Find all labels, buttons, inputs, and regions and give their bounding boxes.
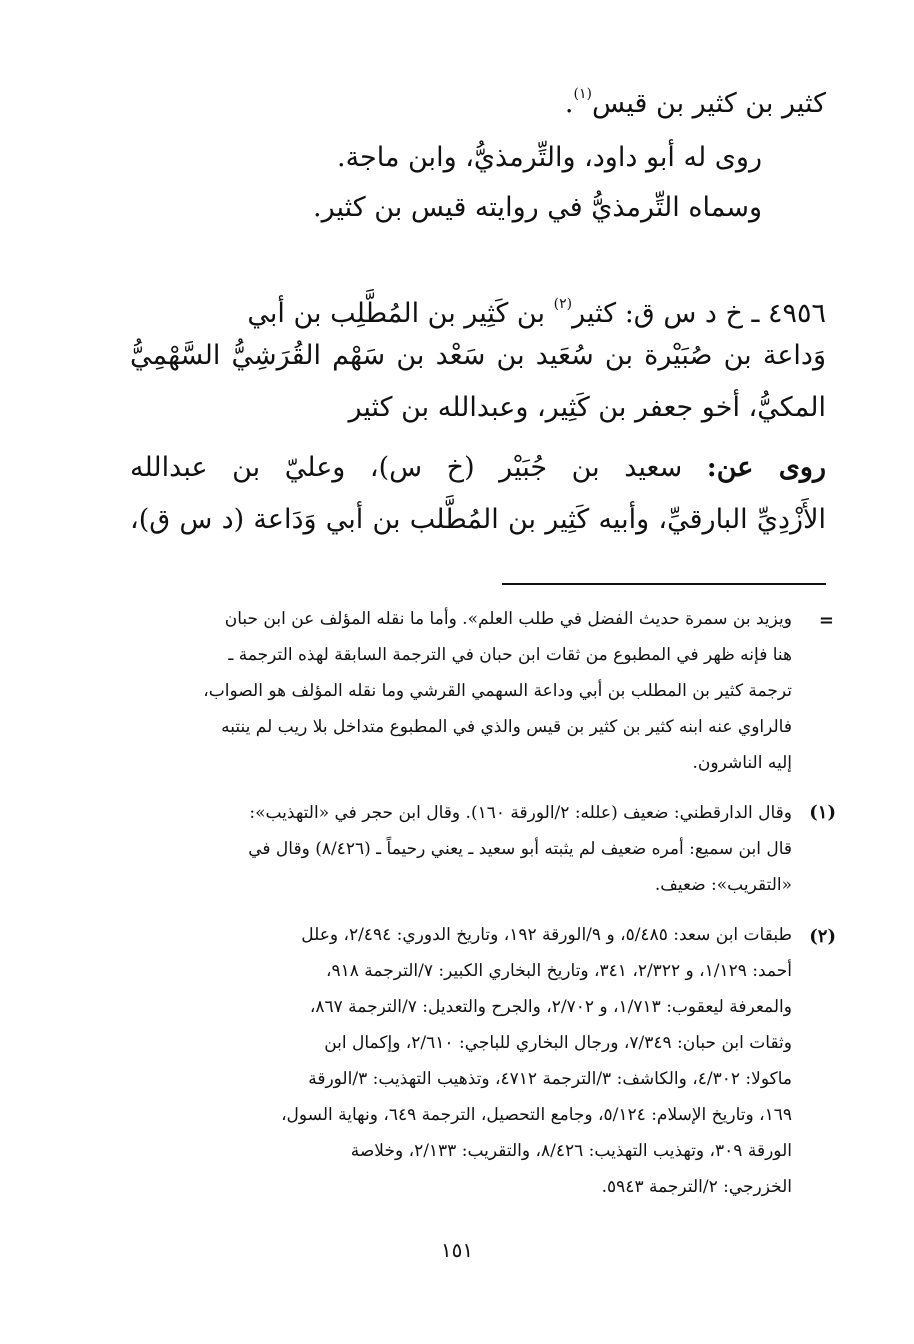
entry-line-1: ٤٩٥٦ ـ خ د س ق: كثير$^{(٢)}$ بن كَثِير بن المُطَّلِب بن أبي — [247, 296, 826, 329]
prev-entry-name: كثير بن كثير بن قيس — [591, 88, 826, 119]
footnote-1-line: قال ابن سميع: أمره ضعيف لم يثبته أبو سعيد ـ يعني رحيماً ـ (٨/٤٢٦) وقال في — [248, 839, 792, 859]
footnote-2-line: الخزرجي: ٢/الترجمة ٥٩٤٣. — [601, 1177, 792, 1197]
entry-line-2: وَداعة بن صُبَيْرة بن سُعَيد بن سَعْد بن سَهْم القُرَشِيُّ السَّهْمِيُّ — [130, 340, 826, 371]
narrated-from-label: روى عن: — [706, 452, 826, 483]
footnote-2-line: أحمد: ١/١٢٩، و ٢/٣٢٢، ٣٤١، وتاريخ البخاري الكبير: ٧/الترجمة ٩١٨، — [325, 961, 792, 981]
entry-line-4: روى عن: سعيد بن جُبَيْر (خ س)، وعليّ بن عبدالله — [130, 452, 826, 483]
footnote-2-mark: (٢) — [809, 926, 836, 947]
footnote-cont-line: هنا فإنه ظهر في المطبوع من ثقات ابن حبان في الترجمة السابقة لهذه الترجمة ـ — [228, 645, 792, 665]
prev-entry-line-1: كثير بن كثير بن قيس$^{(١)}$. — [564, 86, 826, 119]
footnote-ref-2: (٢) — [553, 296, 573, 312]
footnote-2-line: وثقات ابن حبان: ٧/٣٤٩، ورجال البخاري للباجي: ٢/٦١٠، وإكمال ابن — [324, 1033, 792, 1053]
footnote-1-mark: (١) — [809, 802, 836, 823]
footnote-2-line: ماكولا: ٤/٣٠٢، والكاشف: ٣/الترجمة ٤٧١٢، وتذهيب التهذيب: ٣/الورقة — [308, 1069, 792, 1089]
entry-number: ٤٩٥٦ ـ خ د س ق: كثير — [572, 298, 826, 329]
prev-entry-line-2: روى له أبو داود، والتِّرمذيُّ، وابن ماجة. — [336, 142, 762, 173]
prev-entry-line-3: وسماه التِّرمذيُّ في روايته قيس بن كثير. — [313, 192, 762, 223]
footnote-continuation-mark: = — [818, 610, 834, 631]
footnote-2-line: ١٦٩، وتاريخ الإسلام: ٥/١٢٤، وجامع التحصيل، الترجمة ٦٤٩، ونهاية السول، — [281, 1105, 792, 1125]
footnote-cont-line: ويزيد بن سمرة حديث الفضل في طلب العلم». وأما ما نقله المؤلف عن ابن حبان — [224, 609, 792, 629]
entry-line-5: الأَزْدِيِّ البارقيِّ، وأبيه كَثِير بن المُطَّلب بن أبي وَدَاعة (د س ق)، — [130, 504, 826, 535]
footnote-cont-line: ترجمة كثير بن المطلب بن أبي وداعة السهمي القرشي وما نقله المؤلف هو الصواب، — [203, 681, 792, 701]
footnote-2-line: والمعرفة ليعقوب: ١/٧١٣، و ٢/٧٠٢، والجرح والتعديل: ٧/الترجمة ٨٦٧، — [309, 997, 792, 1017]
footnote-separator — [502, 583, 826, 585]
footnote-2-line: الورقة ٣٠٩، وتهذيب التهذيب: ٨/٤٢٦، والتقريب: ٢/١٣٣، وخلاصة — [350, 1141, 792, 1161]
footnote-2-line: طبقات ابن سعد: ٥/٤٨٥، و ٩/الورقة ١٩٢، وتاريخ الدوري: ٢/٤٩٤، وعلل — [301, 925, 792, 945]
footnote-ref-1: (١) — [573, 86, 592, 102]
footnote-1-line: وقال الدارقطني: ضعيف (علله: ٢/الورقة ١٦٠). وقال ابن حجر في «التهذيب»: — [249, 803, 792, 823]
footnote-cont-line: فالراوي عنه ابنه كثير بن كثير بن قيس والذي في المطبوع متداخل بلا ريب لم ينتبه — [221, 717, 792, 737]
entry-line-3: المكيُّ، أخو جعفر بن كَثِير، وعبدالله بن كثير — [348, 392, 826, 423]
footnote-cont-line: إليه الناشرون. — [692, 753, 792, 773]
page-number: ١٥١ — [440, 1238, 474, 1262]
footnote-1-line: «التقريب»: ضعيف. — [654, 875, 792, 895]
